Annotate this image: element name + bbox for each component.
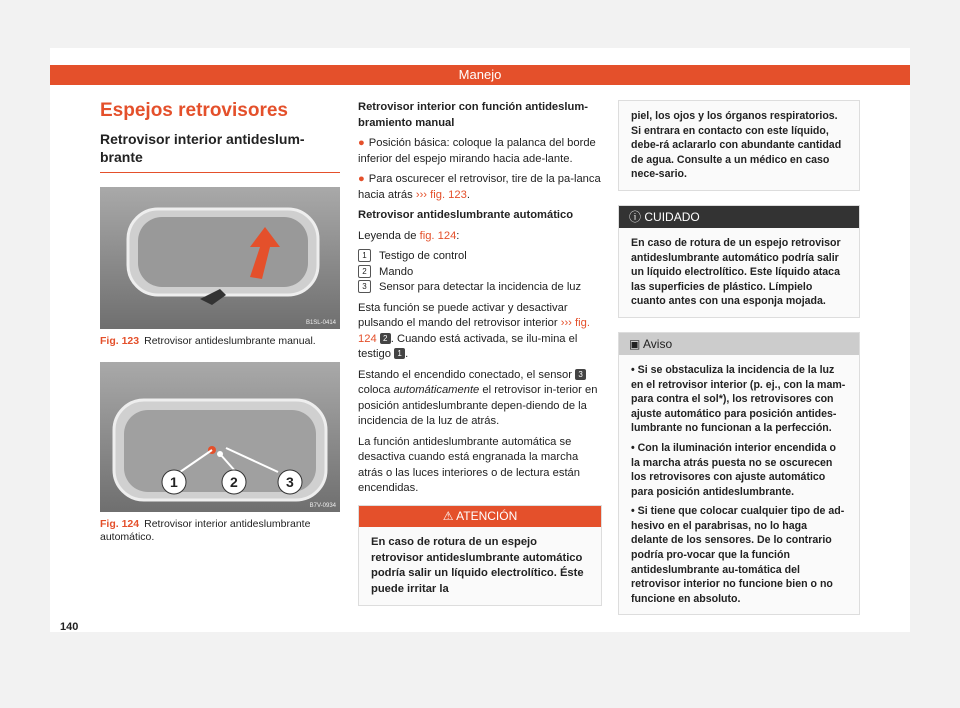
callout-1: 1 — [170, 474, 178, 490]
caption-text: Retrovisor antideslumbrante manual. — [144, 335, 316, 347]
mirror-auto-illustration — [100, 362, 340, 512]
paragraph: Estando el encendido conectado, el sensor 3 coloca automáticamente el retrovisor in-terior en posición antideslumbrante depen-diendo de la incidencia de la luz de atrás. — [358, 368, 598, 427]
bullet-item: ● Para oscurecer el retrovisor, tire de la pa-lanca hacia atrás ››› fig. 123. — [358, 173, 601, 201]
paragraph: La función antideslumbrante automática se desactiva cuando está engranada la marcha atrás o las luces interiores o de lectura están encendidas. — [358, 435, 581, 494]
note-icon: ▣ — [629, 336, 641, 351]
paragraph: Esta función se puede activar y desactivar pulsando el mando del retrovisor interior ››› fig. 124 2 . Cuando está activada, se ilu-mina el testigo 1 . — [358, 301, 590, 360]
section-header: Manejo — [50, 65, 910, 85]
heading-auto: Retrovisor antideslumbrante automático — [358, 209, 574, 221]
figure-auto-mirror — [100, 362, 340, 512]
legend-item: 3 Sensor para detectar la incidencia de luz — [358, 280, 602, 296]
figure-code: B7V-0934 — [309, 503, 336, 509]
note-box — [618, 332, 860, 616]
figure-manual-mirror — [100, 187, 340, 329]
legend-item: 2 Mando — [358, 265, 602, 281]
warning-header: ⚠ ATENCIÓN — [359, 506, 601, 528]
warning-body: En caso de rotura de un espejo retrovisor antideslumbrante automático podría salir un líquido electrolítico. Éste puede irritar la — [359, 527, 601, 605]
figure-label: Fig. 123 — [100, 335, 140, 347]
page-number: 140 — [60, 621, 79, 633]
info-icon: ⓘ — [629, 209, 642, 224]
figure-link[interactable]: ››› fig. 124 — [358, 317, 590, 345]
figure-label: Fig. 124 — [100, 518, 140, 530]
figure-caption — [100, 335, 340, 348]
caution-box — [618, 205, 860, 318]
figure-link[interactable]: ››› fig. 123 — [415, 188, 467, 201]
section-subtitle: Retrovisor interior antideslum-brante — [100, 130, 340, 173]
note-body — [619, 355, 859, 615]
left-column — [100, 100, 340, 544]
caution-header: ⓘ CUIDADO — [619, 206, 859, 228]
callout-2: 2 — [230, 474, 238, 490]
bullet-item: ● Posición básica: coloque la palanca del borde inferior del espejo mirando hacia ade-lante. — [358, 137, 596, 165]
callout-3: 3 — [286, 474, 294, 490]
heading-manual: Retrovisor interior con función antideslum-bramiento manual — [358, 101, 588, 129]
right-column — [618, 100, 860, 615]
caution-body: En caso de rotura de un espejo retrovisor antideslumbrante automático podría salir un líquido electrolítico. Este líquido ataca las superficies de plástico. Límpielo cuanto antes con una esponja mojada. — [619, 228, 859, 317]
legend-item: 1 Testigo de control — [358, 249, 602, 265]
note-item: • Si tiene que colocar cualquier tipo de ad-hesivo en el parabrisas, no lo haga delante de los sensores. De lo contrario podría pro-vocar que la función antideslumbrante au-tomática del retrovisor interior no funcione bien o no funcione en absoluto. — [631, 505, 845, 605]
mirror-illustration — [100, 187, 340, 329]
figure-link[interactable]: fig. 124 — [419, 229, 457, 242]
legend-intro: Leyenda de fig. 124: — [358, 229, 460, 242]
warning-box — [358, 505, 602, 607]
middle-column — [358, 100, 602, 606]
page-title: Espejos retrovisores — [100, 100, 288, 121]
caption-text: Retrovisor interior antideslumbrante automático. — [100, 518, 311, 543]
warning-continuation: piel, los ojos y los órganos respiratorios. Si entrara en contacto con este líquido, debe-rá aclararlo con abundante cantidad de agua. Consulte a un médico en caso nece-sario. — [618, 100, 860, 191]
note-item: • Con la iluminación interior encendida o la marcha atrás puesta no se oscurecen los retrovisores con ajuste automático para posición antideslumbrante. — [631, 441, 837, 498]
note-item: • Si se obstaculiza la incidencia de la luz en el retrovisor interior (p. ej., con la mam-para contra el sol*), los retrovisores con ajuste automático para posición antides-lumbrante no funcionan a la perfección. — [631, 363, 846, 435]
figure-caption — [100, 518, 340, 544]
note-header: ▣ Aviso — [619, 333, 859, 355]
figure-code: B1SL-0414 — [305, 320, 336, 326]
